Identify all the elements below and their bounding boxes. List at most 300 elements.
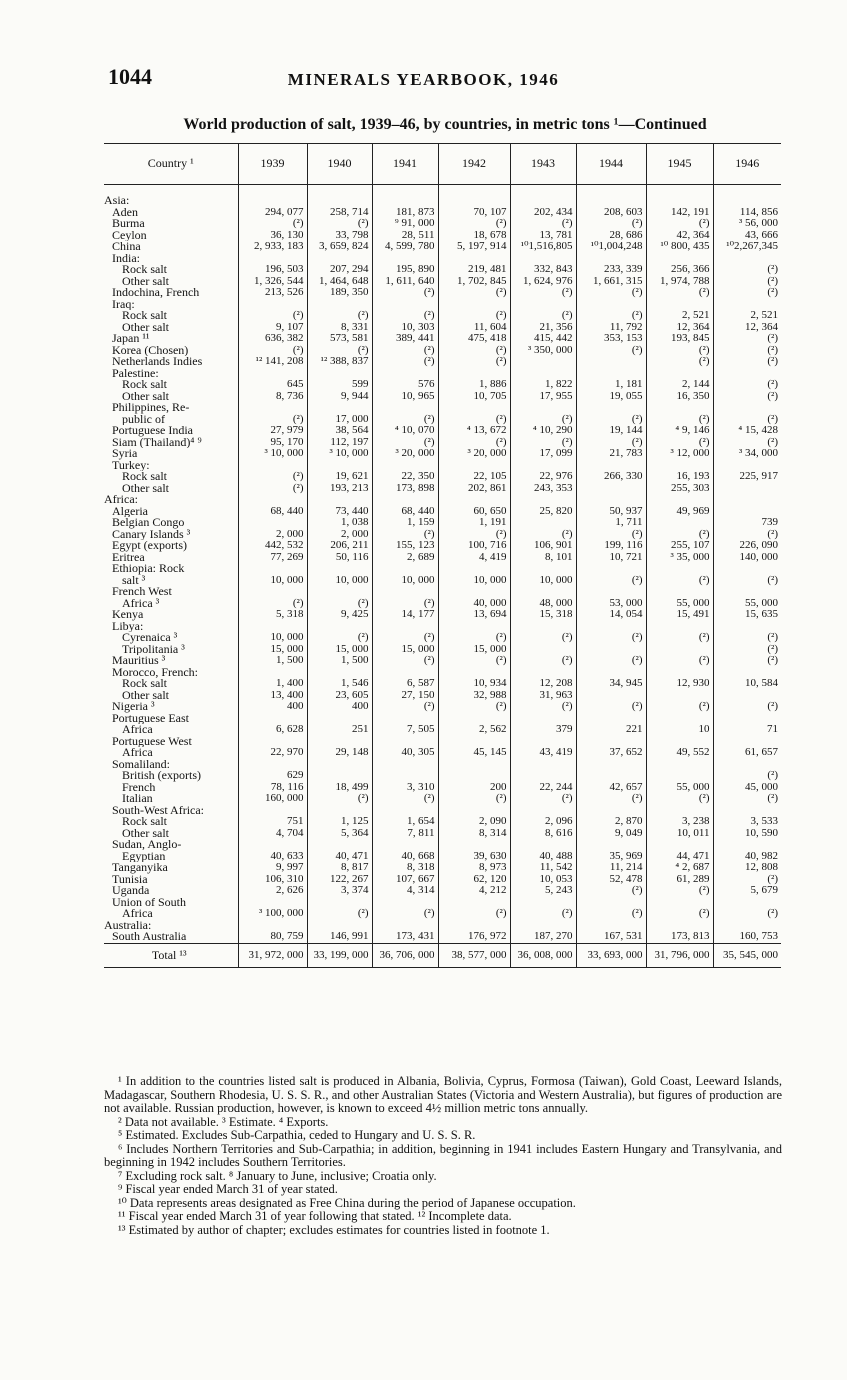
table-row — [104, 506, 781, 518]
country-cell: Egyptian — [122, 850, 166, 862]
page-number: 1044 — [108, 64, 152, 89]
value-cell — [646, 839, 713, 851]
value-cell: 10, 000 — [372, 575, 438, 587]
value-cell — [438, 253, 510, 265]
value-cell — [238, 920, 307, 932]
value-cell — [372, 253, 438, 265]
value-cell: (²) — [713, 345, 781, 357]
value-cell: 167, 531 — [576, 931, 646, 943]
value-cell: (²) — [510, 529, 576, 541]
value-cell — [646, 713, 713, 725]
value-cell: 10, 584 — [713, 678, 781, 690]
value-cell — [646, 667, 713, 679]
value-cell: (²) — [438, 655, 510, 667]
value-cell: 22, 970 — [238, 747, 307, 759]
value-cell: 10, 053 — [510, 874, 576, 886]
value-cell — [438, 839, 510, 851]
value-cell: 9, 997 — [238, 862, 307, 874]
value-cell: 9, 049 — [576, 828, 646, 840]
value-cell: 77, 269 — [238, 552, 307, 564]
value-cell — [576, 897, 646, 909]
value-cell — [713, 185, 781, 207]
value-cell: 5, 679 — [713, 885, 781, 897]
value-cell: 1, 191 — [438, 517, 510, 529]
country-cell: Somaliland: — [112, 758, 170, 770]
value-cell — [372, 563, 438, 575]
value-cell: ¹⁰1,004,248 — [576, 241, 646, 253]
footnote: ¹³ Estimated by author of chapter; excludes estimates for countries listed in footnote 1. — [118, 1222, 550, 1237]
value-cell — [372, 759, 438, 771]
value-cell — [713, 920, 781, 932]
value-cell — [372, 713, 438, 725]
value-cell: ¹⁰1,516,805 — [510, 241, 576, 253]
value-cell — [238, 713, 307, 725]
value-cell — [646, 460, 713, 472]
value-cell — [438, 563, 510, 575]
country-cell: Africa ³ — [122, 597, 160, 609]
table-row — [104, 264, 781, 276]
value-cell: 50, 116 — [307, 552, 372, 564]
value-cell — [510, 402, 576, 414]
value-cell: 68, 440 — [372, 506, 438, 518]
value-cell: 22, 244 — [510, 782, 576, 794]
value-cell: 142, 191 — [646, 207, 713, 219]
value-cell: 389, 441 — [372, 333, 438, 345]
country-cell: Rock salt — [122, 816, 167, 828]
value-cell: 12, 364 — [713, 322, 781, 334]
value-cell — [510, 299, 576, 311]
value-cell — [646, 621, 713, 633]
value-cell: 195, 890 — [372, 264, 438, 276]
value-cell: 415, 442 — [510, 333, 576, 345]
value-cell — [576, 563, 646, 575]
country-cell: Algeria — [112, 505, 148, 517]
value-cell — [713, 621, 781, 633]
table-row — [104, 609, 781, 621]
value-cell — [646, 644, 713, 656]
value-cell: 400 — [238, 701, 307, 713]
value-cell: 16, 193 — [646, 471, 713, 483]
value-cell: 53, 000 — [576, 598, 646, 610]
value-cell — [438, 805, 510, 817]
header-row — [104, 144, 781, 185]
value-cell: (²) — [307, 908, 372, 920]
value-cell: 10, 721 — [576, 552, 646, 564]
value-cell — [646, 494, 713, 506]
value-cell: 55, 000 — [646, 782, 713, 794]
value-cell: ³ 100, 000 — [238, 908, 307, 920]
value-cell: (²) — [713, 908, 781, 920]
value-cell: (²) — [713, 287, 781, 299]
value-cell: 599 — [307, 379, 372, 391]
value-cell: 3, 659, 824 — [307, 241, 372, 253]
table-row — [104, 368, 781, 380]
value-cell — [510, 563, 576, 575]
value-cell: (²) — [646, 345, 713, 357]
column-header: 1945 — [646, 144, 713, 185]
value-cell: (²) — [372, 437, 438, 449]
value-cell: (²) — [646, 632, 713, 644]
value-cell: 6, 628 — [238, 724, 307, 736]
value-cell — [372, 402, 438, 414]
value-cell — [438, 299, 510, 311]
value-cell: (²) — [372, 598, 438, 610]
value-cell: 49, 969 — [646, 506, 713, 518]
value-cell: (²) — [576, 575, 646, 587]
table-row — [104, 356, 781, 368]
table-body — [104, 185, 781, 968]
table-row — [104, 276, 781, 288]
value-cell — [307, 586, 372, 598]
footnote: ¹¹ Fiscal year ended March 31 of year following that stated. ¹² Incomplete data. — [118, 1209, 512, 1223]
value-cell: 70, 107 — [438, 207, 510, 219]
value-cell: (²) — [713, 264, 781, 276]
table-row — [104, 759, 781, 771]
value-cell — [713, 460, 781, 472]
value-cell: 10, 705 — [438, 391, 510, 403]
value-cell: 43, 419 — [510, 747, 576, 759]
value-cell: 32, 988 — [438, 690, 510, 702]
value-cell — [238, 460, 307, 472]
value-cell — [238, 897, 307, 909]
value-cell — [238, 667, 307, 679]
value-cell: (²) — [510, 287, 576, 299]
value-cell: 4, 704 — [238, 828, 307, 840]
value-cell: (²) — [238, 414, 307, 426]
value-cell: (²) — [646, 655, 713, 667]
value-cell: 40, 488 — [510, 851, 576, 863]
value-cell: 106, 310 — [238, 874, 307, 886]
value-cell — [510, 460, 576, 472]
value-cell: 13, 694 — [438, 609, 510, 621]
value-cell: ³ 56, 000 — [713, 218, 781, 230]
value-cell: 1, 464, 648 — [307, 276, 372, 288]
value-cell — [307, 299, 372, 311]
table-row — [104, 724, 781, 736]
value-cell: (²) — [307, 310, 372, 322]
value-cell: 28, 511 — [372, 230, 438, 242]
table-row — [104, 299, 781, 311]
value-cell: 31, 963 — [510, 690, 576, 702]
table-row — [104, 667, 781, 679]
table-row — [104, 897, 781, 909]
value-cell — [307, 759, 372, 771]
value-cell: 11, 604 — [438, 322, 510, 334]
value-cell: 18, 678 — [438, 230, 510, 242]
country-cell: Siam (Thailand)⁴ ⁹ — [112, 436, 202, 448]
value-cell: 353, 153 — [576, 333, 646, 345]
value-cell: 193, 213 — [307, 483, 372, 495]
value-cell: 38, 564 — [307, 425, 372, 437]
value-cell: 233, 339 — [576, 264, 646, 276]
value-cell: 1, 886 — [438, 379, 510, 391]
value-cell: (²) — [510, 655, 576, 667]
value-cell: 2, 000 — [238, 529, 307, 541]
value-cell: 176, 972 — [438, 931, 510, 943]
value-cell: 193, 845 — [646, 333, 713, 345]
value-cell: 55, 000 — [713, 598, 781, 610]
table-row — [104, 207, 781, 219]
value-cell: 199, 116 — [576, 540, 646, 552]
value-cell: (²) — [646, 437, 713, 449]
table-row — [104, 402, 781, 414]
total-value: 33, 693, 000 — [576, 943, 646, 968]
value-cell: 78, 116 — [238, 782, 307, 794]
value-cell: 28, 686 — [576, 230, 646, 242]
value-cell: 5, 318 — [238, 609, 307, 621]
value-cell: (²) — [576, 310, 646, 322]
value-cell: (²) — [307, 598, 372, 610]
value-cell — [713, 563, 781, 575]
value-cell: ³ 35, 000 — [646, 552, 713, 564]
table-row — [104, 920, 781, 932]
value-cell — [307, 563, 372, 575]
value-cell: 21, 783 — [576, 448, 646, 460]
value-cell: 61, 657 — [713, 747, 781, 759]
value-cell: 2, 933, 183 — [238, 241, 307, 253]
value-cell: (²) — [646, 287, 713, 299]
value-cell: (²) — [510, 218, 576, 230]
value-cell: 442, 532 — [238, 540, 307, 552]
value-cell: (²) — [238, 471, 307, 483]
value-cell: 200 — [438, 782, 510, 794]
value-cell: 1, 822 — [510, 379, 576, 391]
value-cell: 19, 144 — [576, 425, 646, 437]
total-value: 31, 972, 000 — [238, 943, 307, 968]
value-cell: 10, 000 — [307, 575, 372, 587]
value-cell: (²) — [372, 908, 438, 920]
value-cell: 40, 471 — [307, 851, 372, 863]
column-header: 1939 — [238, 144, 307, 185]
column-header: Country ¹ — [104, 144, 238, 185]
country-cell: Uganda — [112, 885, 150, 897]
value-cell: 208, 603 — [576, 207, 646, 219]
country-cell: Africa — [122, 724, 153, 736]
value-cell: 80, 759 — [238, 931, 307, 943]
value-cell: 22, 976 — [510, 471, 576, 483]
value-cell — [646, 736, 713, 748]
value-cell: 5, 364 — [307, 828, 372, 840]
value-cell: 19, 055 — [576, 391, 646, 403]
country-cell: Rock salt — [122, 264, 167, 276]
value-cell — [238, 494, 307, 506]
value-cell — [372, 494, 438, 506]
value-cell: ⁴ 10, 070 — [372, 425, 438, 437]
value-cell — [372, 839, 438, 851]
country-cell: Ethiopia: Rock — [112, 563, 185, 575]
value-cell: 8, 331 — [307, 322, 372, 334]
value-cell: 160, 753 — [713, 931, 781, 943]
country-cell: Other salt — [122, 689, 169, 701]
footnote: ¹⁰ Data represents areas designated as Free China during the period of Japanese occupation. — [118, 1195, 576, 1210]
value-cell: 25, 820 — [510, 506, 576, 518]
table-row — [104, 713, 781, 725]
value-cell: 8, 318 — [372, 862, 438, 874]
value-cell: 1, 125 — [307, 816, 372, 828]
value-cell: 9, 944 — [307, 391, 372, 403]
value-cell — [307, 805, 372, 817]
table-row — [104, 690, 781, 702]
value-cell: 8, 616 — [510, 828, 576, 840]
column-header: 1941 — [372, 144, 438, 185]
value-cell: (²) — [438, 437, 510, 449]
table-row — [104, 644, 781, 656]
value-cell: 42, 657 — [576, 782, 646, 794]
value-cell: (²) — [238, 483, 307, 495]
value-cell — [438, 494, 510, 506]
value-cell — [307, 897, 372, 909]
value-cell: 6, 587 — [372, 678, 438, 690]
country-cell: Philippines, Re- — [112, 402, 190, 414]
value-cell: 10 — [646, 724, 713, 736]
value-cell: 12, 930 — [646, 678, 713, 690]
value-cell: 8, 736 — [238, 391, 307, 403]
value-cell — [307, 460, 372, 472]
value-cell — [713, 402, 781, 414]
value-cell — [576, 253, 646, 265]
value-cell: 1, 326, 544 — [238, 276, 307, 288]
value-cell: 1, 711 — [576, 517, 646, 529]
value-cell — [238, 586, 307, 598]
value-cell: (²) — [576, 632, 646, 644]
value-cell: ³ 20, 000 — [372, 448, 438, 460]
country-cell: Other salt — [122, 321, 169, 333]
value-cell: 4, 212 — [438, 885, 510, 897]
value-cell: 202, 861 — [438, 483, 510, 495]
table-row — [104, 185, 781, 207]
value-cell: ¹⁰2,267,345 — [713, 241, 781, 253]
value-cell: 3, 374 — [307, 885, 372, 897]
table-row — [104, 598, 781, 610]
value-cell: 45, 000 — [713, 782, 781, 794]
value-cell — [438, 759, 510, 771]
value-cell: (²) — [576, 529, 646, 541]
value-cell: 122, 267 — [307, 874, 372, 886]
value-cell: 2, 521 — [646, 310, 713, 322]
value-cell: (²) — [238, 218, 307, 230]
table-row — [104, 747, 781, 759]
value-cell: 27, 150 — [372, 690, 438, 702]
value-cell: 2, 870 — [576, 816, 646, 828]
value-cell: (²) — [713, 333, 781, 345]
table-row — [104, 828, 781, 840]
value-cell: ¹² 141, 208 — [238, 356, 307, 368]
value-cell: 40, 633 — [238, 851, 307, 863]
footnote: ² Data not available. ³ Estimate. ⁴ Exports. — [118, 1114, 329, 1129]
total-value: 31, 796, 000 — [646, 943, 713, 968]
value-cell — [576, 299, 646, 311]
value-cell: (²) — [510, 437, 576, 449]
value-cell: 35, 969 — [576, 851, 646, 863]
value-cell: (²) — [510, 793, 576, 805]
value-cell: 4, 419 — [438, 552, 510, 564]
value-cell — [713, 299, 781, 311]
value-cell — [713, 483, 781, 495]
value-cell: 10, 590 — [713, 828, 781, 840]
value-cell: 8, 314 — [438, 828, 510, 840]
value-cell — [510, 805, 576, 817]
value-cell — [510, 368, 576, 380]
country-cell: Portuguese West — [112, 735, 192, 747]
country-cell: Rock salt — [122, 471, 167, 483]
table-row — [104, 782, 781, 794]
value-cell: 100, 716 — [438, 540, 510, 552]
value-cell: ³ 20, 000 — [438, 448, 510, 460]
value-cell — [576, 805, 646, 817]
value-cell: 206, 211 — [307, 540, 372, 552]
value-cell — [510, 356, 576, 368]
country-cell: Eritrea — [112, 551, 145, 563]
value-cell — [510, 736, 576, 748]
value-cell: (²) — [713, 379, 781, 391]
table-row — [104, 310, 781, 322]
country-cell: Korea (Chosen) — [112, 344, 189, 356]
value-cell — [576, 483, 646, 495]
footnote: ⁵ Estimated. Excludes Sub-Carpathia, ceded to Hungary and U. S. S. R. — [118, 1128, 476, 1142]
value-cell — [372, 185, 438, 207]
value-cell — [307, 667, 372, 679]
value-cell: ⁴ 10, 290 — [510, 425, 576, 437]
value-cell: (²) — [713, 655, 781, 667]
value-cell — [576, 494, 646, 506]
value-cell: 10, 934 — [438, 678, 510, 690]
value-cell: 251 — [307, 724, 372, 736]
table-row — [104, 333, 781, 345]
value-cell: (²) — [438, 701, 510, 713]
country-cell: public of — [122, 413, 165, 425]
value-cell: 21, 356 — [510, 322, 576, 334]
value-cell: ¹⁰ 800, 435 — [646, 241, 713, 253]
value-cell: 22, 105 — [438, 471, 510, 483]
value-cell: 573, 581 — [307, 333, 372, 345]
value-cell: 16, 350 — [646, 391, 713, 403]
value-cell: 29, 148 — [307, 747, 372, 759]
value-cell: 1, 038 — [307, 517, 372, 529]
value-cell: 173, 813 — [646, 931, 713, 943]
value-cell: 243, 353 — [510, 483, 576, 495]
country-cell: Asia: — [104, 193, 130, 207]
value-cell: 1, 702, 845 — [438, 276, 510, 288]
country-cell: Cyrenaica ³ — [122, 632, 178, 644]
value-cell: 15, 000 — [307, 644, 372, 656]
value-cell — [438, 897, 510, 909]
value-cell: 2, 144 — [646, 379, 713, 391]
value-cell: (²) — [576, 701, 646, 713]
value-cell: (²) — [646, 793, 713, 805]
value-cell: 68, 440 — [238, 506, 307, 518]
country-cell: French — [122, 781, 156, 793]
value-cell — [238, 805, 307, 817]
value-cell: (²) — [307, 632, 372, 644]
value-cell: 95, 170 — [238, 437, 307, 449]
value-cell — [646, 517, 713, 529]
value-cell — [713, 713, 781, 725]
value-cell: (²) — [372, 414, 438, 426]
value-cell: (²) — [510, 908, 576, 920]
country-cell: Tripolitania ³ — [122, 643, 185, 655]
footnotes — [104, 1075, 782, 1237]
column-header: 1942 — [438, 144, 510, 185]
value-cell — [438, 460, 510, 472]
value-cell: 9, 425 — [307, 609, 372, 621]
value-cell: 27, 979 — [238, 425, 307, 437]
value-cell: (²) — [438, 414, 510, 426]
table-row — [104, 678, 781, 690]
value-cell: ⁴ 9, 146 — [646, 425, 713, 437]
value-cell: 10, 011 — [646, 828, 713, 840]
value-cell: 107, 667 — [372, 874, 438, 886]
value-cell: 1, 974, 788 — [646, 276, 713, 288]
